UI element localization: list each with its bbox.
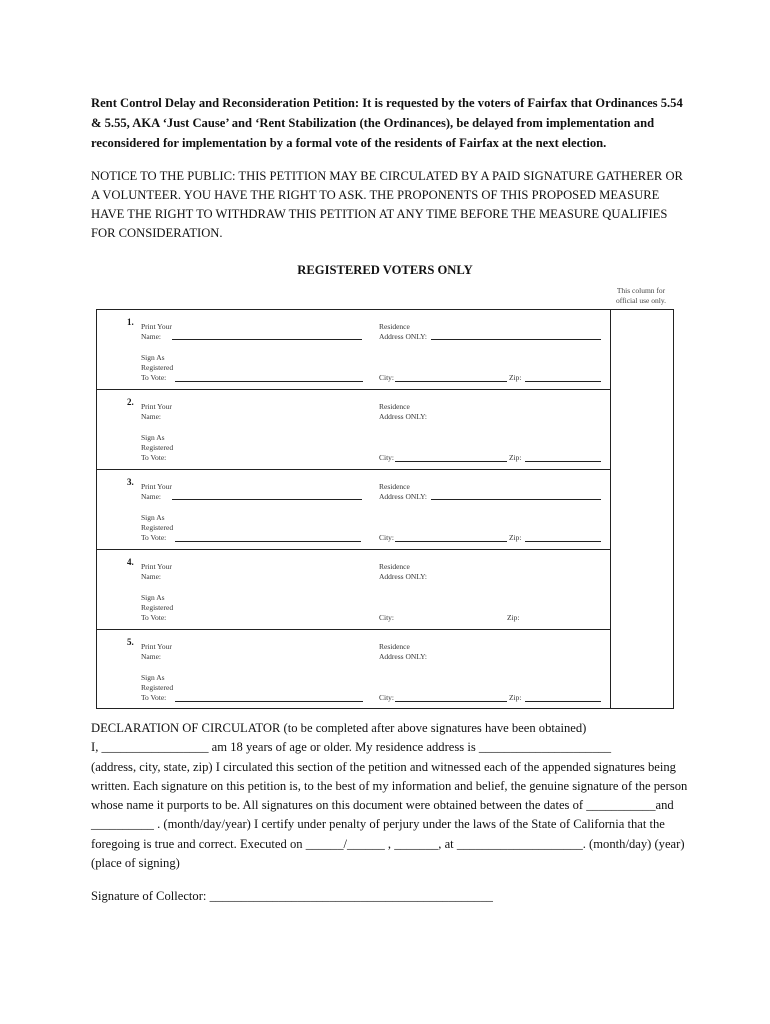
print-name-field[interactable] bbox=[172, 499, 362, 500]
row-number: 1. bbox=[127, 317, 134, 327]
signature-field[interactable] bbox=[175, 541, 361, 542]
zip-field[interactable] bbox=[525, 701, 601, 702]
row-number: 3. bbox=[127, 477, 134, 487]
signature-field[interactable] bbox=[175, 381, 363, 382]
petition-title: Rent Control Delay and Reconsideration Petition: It is requested by the voters of Fairfax that Ordinances 5.54 & 5.55, AKA ‘Just Cause’ and ‘Rent Stabilization (the Ordinances), be delayed from implementation and reconsidered for implementation by a formal vote of the residents of Fairfax at the next election. bbox=[91, 96, 683, 150]
declaration-body: (address, city, state, zip) I circulated this section of the petition and witnessed each of the appended signatures being written. Each signature on this petition is, to the best of my information and belief, the genuine signature of the person whose name it purports to be. All signatures on this document were obtained between the dates of ___________and __________ . (month/day/year) I certify under penalty of perjury under the laws of the State of California that the foregoing is true and correct. Executed on ______/______ , _______, at ____________________. (month/day) (year) (place of signing) bbox=[91, 759, 688, 871]
collector-signature-line[interactable]: Signature of Collector: _____________________________________________ bbox=[91, 889, 493, 903]
signature-table bbox=[96, 309, 674, 709]
city-field[interactable] bbox=[395, 381, 507, 382]
declaration-heading: DECLARATION OF CIRCULATOR (to be completed after above signatures have been obtained) bbox=[91, 721, 587, 735]
print-name-field[interactable] bbox=[172, 339, 362, 340]
signature-row: 5. Print Your Name: Sign As Registered To Vote: Residence Address ONLY: City: Zip: bbox=[97, 630, 610, 710]
row-number: 2. bbox=[127, 397, 134, 407]
city-field[interactable] bbox=[395, 541, 507, 542]
signature-field[interactable] bbox=[175, 701, 363, 702]
row-number: 5. bbox=[127, 637, 134, 647]
official-use-note: This column for official use only. bbox=[616, 286, 666, 305]
zip-field[interactable] bbox=[525, 541, 601, 542]
city-field[interactable] bbox=[395, 701, 507, 702]
official-use-column bbox=[610, 310, 611, 708]
signature-row: 3. Print Your Name: Sign As Registered To Vote: Residence Address ONLY: City: Zip: bbox=[97, 470, 610, 550]
signature-row: 2. Print Your Name: Sign As Registered To Vote: Residence Address ONLY: City: Zip: bbox=[97, 390, 610, 470]
residence-address-field[interactable] bbox=[431, 499, 601, 500]
row-number: 4. bbox=[127, 557, 134, 567]
declaration-line1: I, _________________ am 18 years of age or older. My residence address is _____________________ bbox=[91, 740, 612, 755]
signature-row: 4. Print Your Name: Sign As Registered To Vote: Residence Address ONLY: City: Zip: bbox=[97, 550, 610, 630]
residence-address-field[interactable] bbox=[431, 339, 601, 340]
city-field[interactable] bbox=[395, 461, 507, 462]
registered-voters-heading: REGISTERED VOTERS ONLY bbox=[297, 263, 473, 277]
public-notice: NOTICE TO THE PUBLIC: THIS PETITION MAY BE CIRCULATED BY A PAID SIGNATURE GATHERER OR A VOLUNTEER. YOU HAVE THE RIGHT TO ASK. THE PROPONENTS OF THIS PROPOSED MEASURE HAVE THE RIGHT TO WITHDRAW THIS PETITION AT ANY TIME BEFORE THE MEASURE QUALIFIES FOR CONSIDERATION. bbox=[91, 169, 683, 240]
zip-field[interactable] bbox=[525, 461, 601, 462]
circulator-declaration bbox=[91, 719, 691, 873]
zip-field[interactable] bbox=[525, 381, 601, 382]
signature-row: 1. Print Your Name: Sign As Registered To Vote: Residence Address ONLY: City: Zip: bbox=[97, 310, 610, 390]
